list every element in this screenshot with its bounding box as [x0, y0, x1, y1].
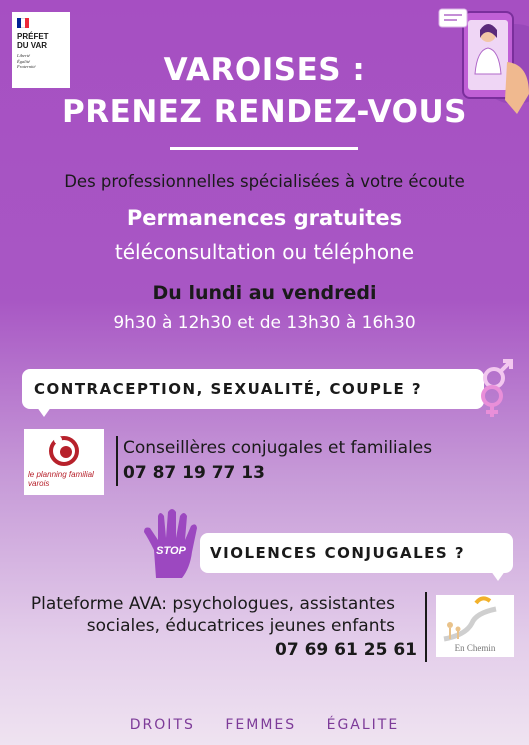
- french-flag-icon: [17, 18, 29, 28]
- ava-description-line2: sociales, éducatrices jeunes enfants: [86, 616, 395, 636]
- violences-bubble-tail: [488, 567, 508, 581]
- permanences-mode: téléconsultation ou téléphone: [114, 240, 415, 264]
- ava-description-line1: Plateforme AVA: psychologues, assistantes: [30, 594, 395, 614]
- motto-fraternite: Fraternité: [17, 64, 36, 69]
- planning-familial-logo-text: le planning familial varois: [28, 470, 94, 488]
- en-chemin-logo-text: En Chemin: [454, 643, 496, 653]
- permanences-title: Permanences gratuites: [126, 206, 403, 230]
- prefet-line2: DU VAR: [17, 41, 48, 50]
- footer-slogan: [0, 717, 529, 733]
- en-chemin-logo: [436, 595, 514, 657]
- headline-line1: VAROISES :: [163, 52, 366, 88]
- ava-phone[interactable]: 07 69 61 25 61: [275, 640, 417, 660]
- footer-word-droits: DROITS: [129, 717, 195, 733]
- conseilleres-phone[interactable]: 07 87 19 77 13: [123, 463, 265, 483]
- stop-hand-icon: [142, 508, 206, 582]
- motto-egalite: Égalité: [17, 58, 30, 64]
- opening-days: Du lundi au vendredi: [152, 282, 377, 304]
- footer-word-femmes: FEMMES: [225, 717, 297, 733]
- tagline: Des professionnelles spécialisées à votre écoute: [64, 172, 465, 191]
- en-chemin-emblem-icon: [436, 595, 514, 643]
- motto-liberte: Liberté: [17, 53, 30, 58]
- planning-familial-emblem-icon: [24, 429, 104, 469]
- planning-familial-logo: [24, 429, 104, 495]
- contraception-bubble-tail: [34, 403, 54, 417]
- contraception-bubble: CONTRACEPTION, SEXUALITÉ, COUPLE ?: [22, 369, 484, 409]
- stop-label: STOP: [156, 545, 186, 557]
- headline-divider: [170, 147, 358, 150]
- gender-symbols-icon: [472, 356, 516, 420]
- headline-line2: PRENEZ RENDEZ-VOUS: [62, 94, 467, 130]
- violences-bubble: VIOLENCES CONJUGALES ?: [200, 533, 513, 573]
- violences-separator: [425, 592, 427, 662]
- conseilleres-label: Conseillères conjugales et familiales: [123, 438, 433, 458]
- footer-word-egalite: ÉGALITE: [326, 717, 400, 733]
- prefet-line1: PRÉFET: [17, 32, 49, 41]
- opening-hours: 9h30 à 12h30 et de 13h30 à 16h30: [113, 313, 416, 333]
- contraception-separator: [116, 436, 118, 486]
